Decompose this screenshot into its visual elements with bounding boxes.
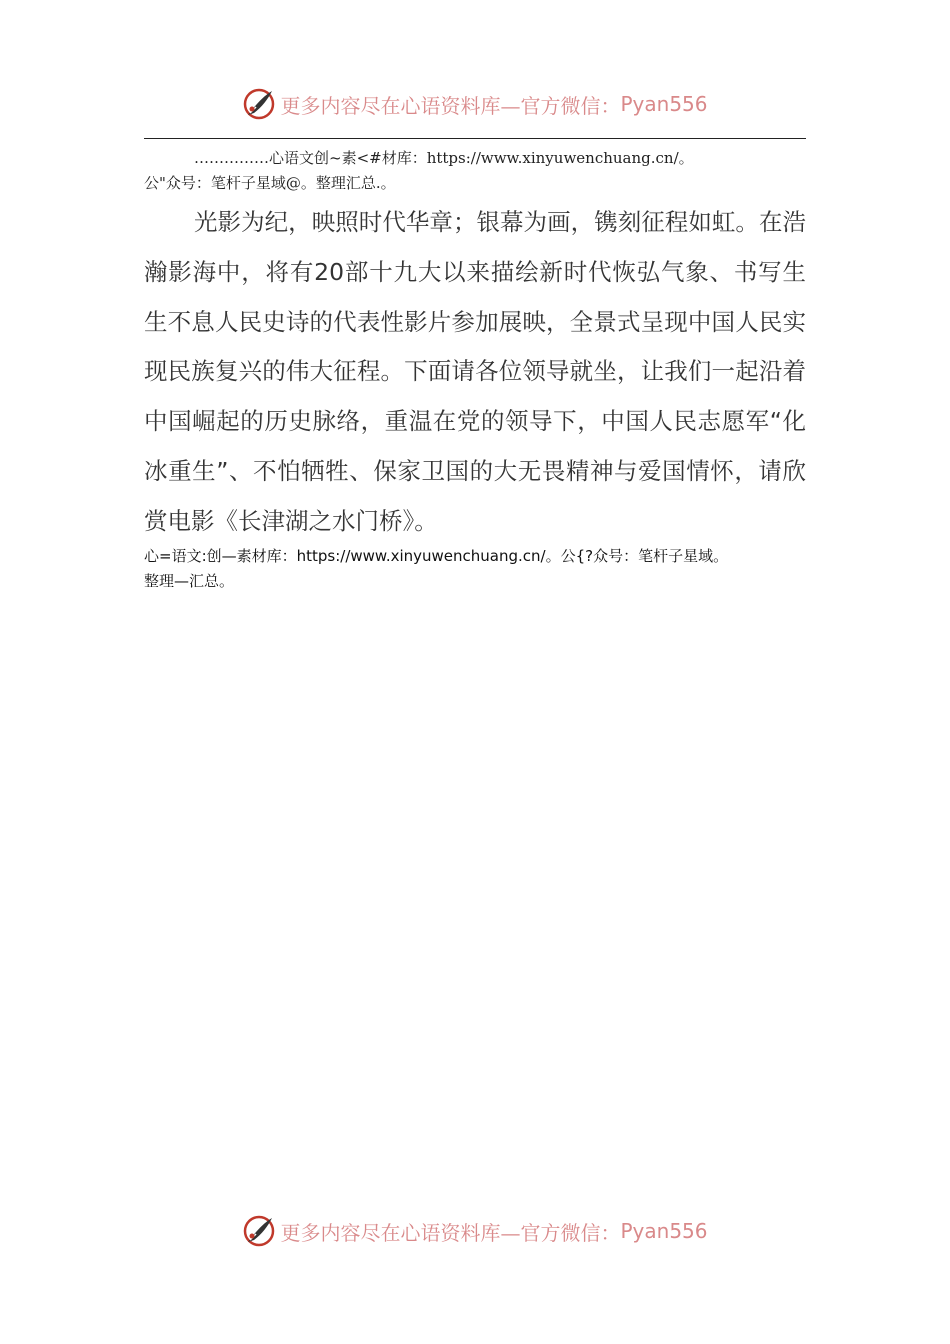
footer-banner bbox=[0, 1211, 950, 1251]
header-banner bbox=[0, 84, 950, 124]
watermark-top-line1: ……………心语文创~素<#材库：https://www.xinyuwenchuang.cn/。 bbox=[194, 149, 694, 167]
watermark-bottom-line1: 心=语文:创—素材库：https://www.xinyuwenchuang.cn/。公{?众号：笔杆子星域。 bbox=[144, 547, 729, 565]
footer-banner-text: 更多内容尽在心语资料库—官方微信： bbox=[280, 1220, 621, 1245]
watermark-bottom bbox=[144, 544, 806, 594]
watermark-top-line2: 公"众号：笔杆子星域@。整理汇总.。 bbox=[144, 174, 396, 192]
quill-logo-icon bbox=[242, 87, 276, 121]
header-banner-wechat-id: Pyan556 bbox=[620, 92, 708, 116]
footer-banner-wechat-id: Pyan556 bbox=[620, 1219, 708, 1243]
watermark-top bbox=[144, 146, 806, 196]
header-divider bbox=[144, 138, 806, 139]
watermark-bottom-line2: 整理—汇总。 bbox=[144, 572, 235, 590]
body-paragraph: 光影为纪，映照时代华章；银幕为画，镌刻征程如虹。在浩瀚影海中，将有20部十九大以来描绘新时代恢弘气象、书写生生不息人民史诗的代表性影片参加展映，全景式呈现中国人民实现民族复兴的伟大征程。下面请各位领导就坐，让我们一起沿着中国崛起的历史脉络，重温在党的领导下，中国人民志愿军“化冰重生”、不怕牺牲、保家卫国的大无畏精神与爱国情怀，请欣赏电影《长津湖之水门桥》。 bbox=[144, 208, 806, 535]
header-banner-text: 更多内容尽在心语资料库—官方微信： bbox=[280, 93, 621, 118]
quill-logo-icon bbox=[242, 1214, 276, 1248]
